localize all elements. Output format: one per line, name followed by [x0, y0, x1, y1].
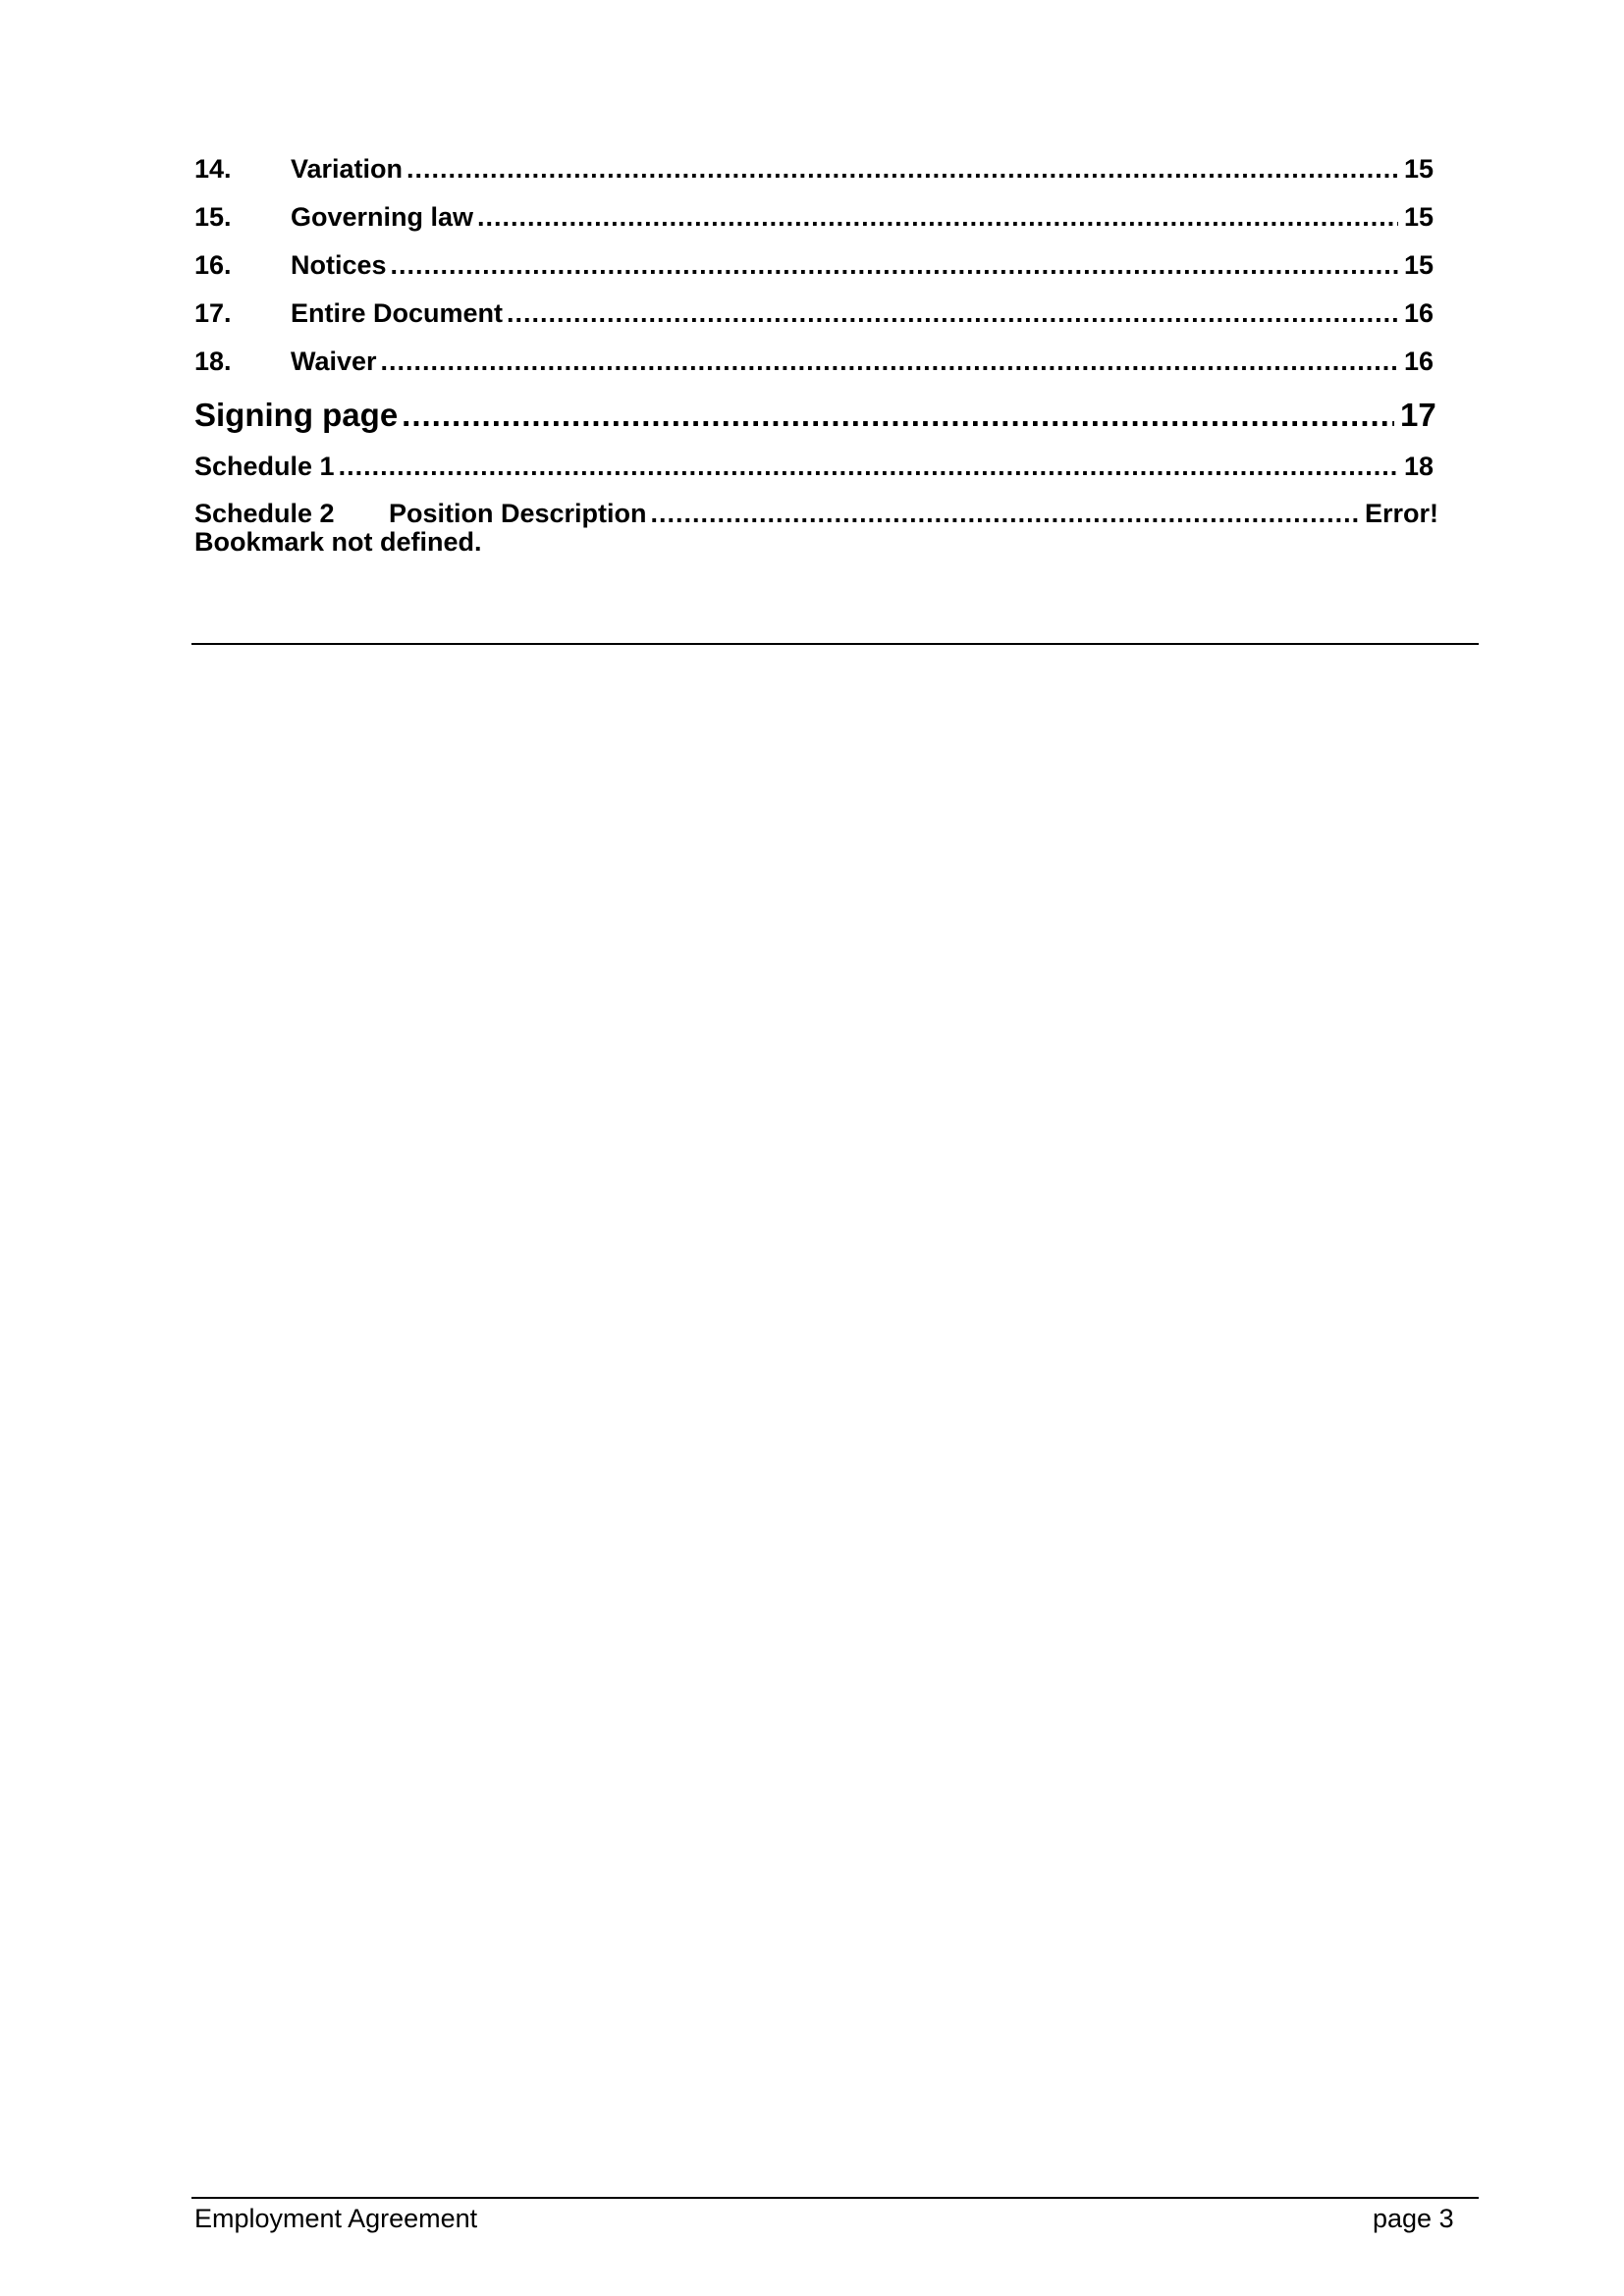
dot-leader — [381, 342, 1398, 381]
toc-entry-page: 17 — [1400, 397, 1436, 433]
toc-entry-title: Waiver — [291, 347, 377, 376]
toc-entry-page: 15 — [1404, 202, 1435, 232]
toc-entry-title: Governing law — [291, 202, 474, 232]
footer-document-title: Employment Agreement — [194, 2204, 478, 2233]
toc-entry-error-continuation: Bookmark not defined. — [194, 527, 482, 557]
toc-entry-waiver[interactable] — [194, 342, 1443, 390]
dot-leader — [477, 197, 1398, 237]
dot-leader — [651, 494, 1359, 533]
toc-entry-notices[interactable] — [194, 245, 1443, 294]
toc-entry-title: Schedule 1 — [194, 452, 335, 481]
toc-entry-governing-law[interactable] — [194, 197, 1443, 245]
toc-entry-schedule-label: Schedule 2 — [194, 499, 335, 528]
toc-entry-title: Variation — [291, 154, 404, 184]
toc-entry-title: Entire Document — [291, 298, 504, 328]
toc-entry-page-error: Error! — [1365, 499, 1439, 528]
toc-entry-number: 16. — [194, 250, 232, 280]
toc-entry-entire-document[interactable] — [194, 294, 1443, 342]
dot-leader — [391, 245, 1398, 285]
toc-entry-page: 15 — [1404, 250, 1435, 280]
table-of-contents — [194, 149, 1443, 557]
footer-page-number: page 3 — [1373, 2204, 1454, 2233]
toc-entry-number: 15. — [194, 202, 232, 232]
toc-entry-number: 17. — [194, 298, 232, 328]
dot-leader — [402, 392, 1394, 439]
toc-entry-variation[interactable] — [194, 149, 1443, 197]
toc-entry-page: 15 — [1404, 154, 1435, 184]
horizontal-rule — [191, 643, 1479, 645]
toc-entry-title: Notices — [291, 250, 387, 280]
dot-leader — [339, 447, 1398, 486]
toc-entry-title: Signing page — [194, 397, 399, 433]
dot-leader — [507, 294, 1398, 333]
toc-entry-title: Position Description — [389, 499, 647, 528]
toc-entry-number: 18. — [194, 347, 232, 376]
toc-entry-page: 16 — [1404, 298, 1435, 328]
dot-leader — [406, 149, 1398, 188]
toc-entry-schedule-1[interactable] — [194, 447, 1443, 494]
toc-entry-signing-page[interactable] — [194, 392, 1443, 447]
toc-entry-page: 18 — [1404, 452, 1435, 481]
toc-entry-number: 14. — [194, 154, 232, 184]
toc-entry-page: 16 — [1404, 347, 1435, 376]
